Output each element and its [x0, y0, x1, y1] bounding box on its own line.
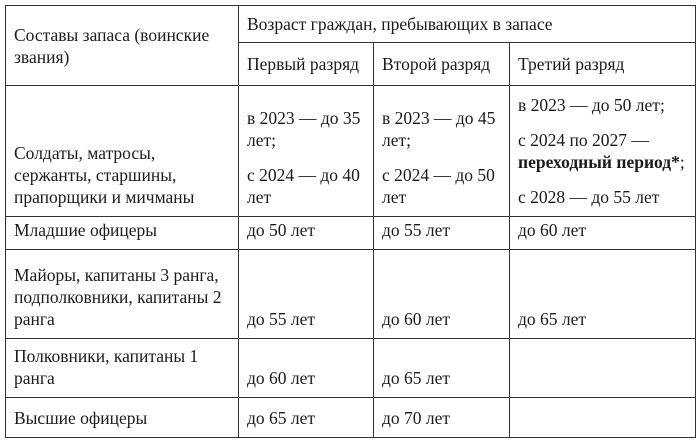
- header-cell-age-group: Возраст граждан, пребывающих в запасе: [239, 6, 696, 43]
- header-cell-ranks: Составы запаса (воинские звания): [6, 6, 239, 86]
- age-paragraph: с 2028 — до 55 лет: [518, 187, 660, 207]
- transition-prefix: с 2024 по 2027 —: [518, 130, 649, 150]
- age-paragraph: с 2024 — до 40 лет: [247, 165, 360, 207]
- cell-colonels-rank: Полковники, капитаны 1 ранга: [6, 339, 239, 398]
- table-row-soldiers: [6, 86, 696, 217]
- transition-period-bold: переходный период*: [518, 152, 680, 172]
- cell-colonels-first: до 60 лет: [239, 339, 374, 398]
- cell-soldiers-second: [374, 86, 510, 217]
- cell-junior-officers-second: до 55 лет: [374, 217, 510, 250]
- cell-senior-officers-rank: Высшие офицеры: [6, 398, 239, 438]
- cell-junior-officers-first: до 50 лет: [239, 217, 374, 250]
- age-paragraph: в 2023 — до 50 лет;: [518, 95, 665, 115]
- cell-soldiers-third: [510, 86, 696, 217]
- table-row-majors: [6, 250, 696, 339]
- table-row-colonels: [6, 339, 696, 398]
- header-row-top: [6, 6, 696, 43]
- age-paragraph: в 2023 — до 35 лет;: [247, 108, 361, 150]
- cell-colonels-second: до 65 лет: [374, 339, 510, 398]
- cell-colonels-third-empty: [510, 339, 696, 398]
- table-row-senior-officers: [6, 398, 696, 438]
- header-cell-third-rank-category: Третий разряд: [510, 43, 696, 86]
- cell-majors-first: до 55 лет: [239, 250, 374, 339]
- cell-soldiers-first: [239, 86, 374, 217]
- transition-suffix: ;: [679, 152, 685, 172]
- reserve-age-table: [5, 5, 696, 438]
- cell-senior-officers-third-empty: [510, 398, 696, 438]
- header-cell-first-rank-category: Первый разряд: [239, 43, 374, 86]
- cell-senior-officers-first: до 65 лет: [239, 398, 374, 438]
- header-cell-second-rank-category: Второй разряд: [374, 43, 510, 86]
- table-row-junior-officers: [6, 217, 696, 250]
- age-paragraph-transition: [518, 129, 687, 173]
- cell-senior-officers-second: до 70 лет: [374, 398, 510, 438]
- cell-soldiers-rank: Солдаты, матросы, сержанты, старшины, прапорщики и мичманы: [6, 86, 239, 217]
- age-paragraph: в 2023 — до 45 лет;: [382, 108, 496, 150]
- age-paragraph: с 2024 — до 50 лет: [382, 165, 495, 207]
- cell-junior-officers-rank: Младшие офицеры: [6, 217, 239, 250]
- cell-majors-third: до 65 лет: [510, 250, 696, 339]
- cell-majors-rank: Майоры, капитаны 3 ранга, подполковники, капитаны 2 ранга: [6, 250, 239, 339]
- cell-junior-officers-third: до 60 лет: [510, 217, 696, 250]
- cell-majors-second: до 60 лет: [374, 250, 510, 339]
